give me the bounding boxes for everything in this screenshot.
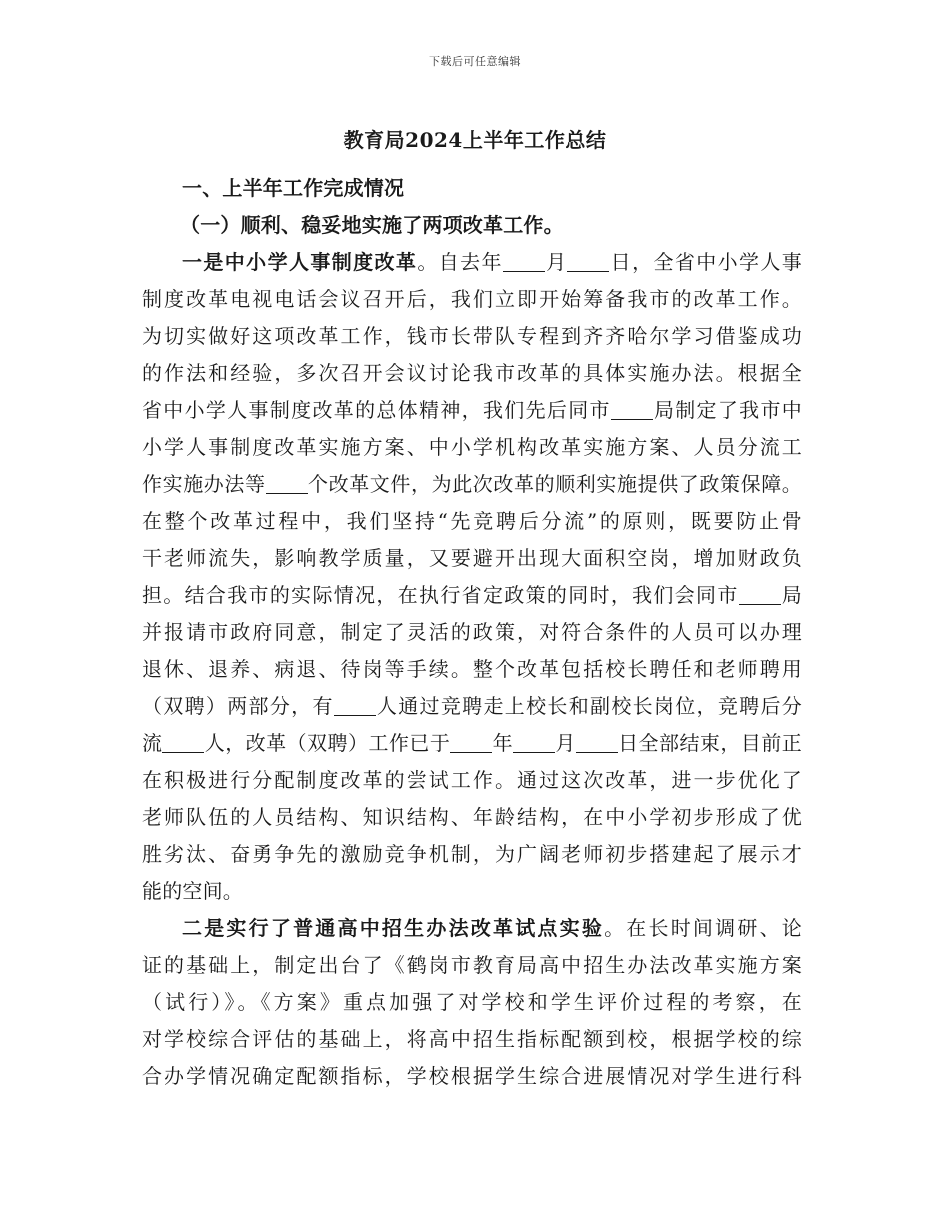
text-line: 制度改革电视电话会议召开后，我们立即开始筹备我市的改革工作。 [142, 287, 802, 311]
text-line: （试行）》。《方案》重点加强了对学校和学生评价过程的考察，在 [142, 990, 802, 1014]
text-line: 流 人，改革（双聘）工作已于 年 月 日全部结束，目前正 [142, 731, 802, 755]
fill-blank [611, 397, 653, 420]
text-line: 能的空间。 [142, 879, 243, 903]
fill-blank [739, 582, 781, 605]
text-line: 一是中小学人事制度改革。自去年 月 日，全省中小学人事 [182, 250, 803, 274]
document-title: 教育局2024上半年工作总结 [343, 128, 607, 152]
subsection-heading: （一）顺利、稳妥地实施了两项改革工作。 [180, 213, 564, 237]
paragraph-personnel-reform [142, 244, 802, 910]
fill-blank [576, 730, 618, 753]
text-line: 的作法和经验，多次召开会议讨论我市改革的具体实施办法。根据全 [142, 361, 802, 385]
text-line: 省中小学人事制度改革的总体精神，我们先后同市 局制定了我市中 [142, 398, 802, 422]
text-line: 干老师流失，影响教学质量，又要避开出现大面积空岗，增加财政负 [142, 546, 802, 570]
lead-phrase: 二是实行了普通高中招生办法改革试点实验 [182, 916, 605, 940]
paragraph-enrollment-reform [142, 910, 802, 1095]
lead-phrase: 一是中小学人事制度改革 [182, 250, 418, 274]
fill-blank [334, 693, 376, 716]
text-line: 退休、退养、病退、待岗等手续。整个改革包括校长聘任和老师聘用 [142, 657, 802, 681]
header-note: 下载后可任意编辑 [429, 55, 521, 68]
text-line: 老师队伍的人员结构、知识结构、年龄结构，在中小学初步形成了优 [142, 805, 802, 829]
text-line: 对学校综合评估的基础上，将高中招生指标配额到校，根据学校的综 [142, 1027, 802, 1051]
fill-blank [450, 730, 492, 753]
section-heading: 一、上半年工作完成情况 [182, 176, 405, 200]
text-line: 在整个改革过程中，我们坚持“先竞聘后分流”的原则，既要防止骨 [142, 509, 802, 533]
text-line: 在积极进行分配制度改革的尝试工作。通过这次改革，进一步优化了 [142, 768, 802, 792]
fill-blank [162, 730, 204, 753]
text-line: 为切实做好这项改革工作，钱市长带队专程到齐齐哈尔学习借鉴成功 [142, 324, 802, 348]
text-line: 证的基础上，制定出台了《鹤岗市教育局高中招生办法改革实施方案 [142, 953, 802, 977]
text-line: 小学人事制度改革实施方案、中小学机构改革实施方案、人员分流工 [142, 435, 802, 459]
text-line: 作实施办法等 个改革文件，为此次改革的顺利实施提供了政策保障。 [142, 472, 802, 496]
fill-blank [266, 471, 308, 494]
text-line: 并报请市政府同意，制定了灵活的政策，对符合条件的人员可以办理 [142, 620, 802, 644]
fill-blank [567, 249, 609, 272]
text-line: 担。结合我市的实际情况，在执行省定政策的同时，我们会同市 局 [142, 583, 802, 607]
fill-blank [513, 730, 555, 753]
document-body [142, 170, 802, 1095]
text-line: 胜劣汰、奋勇争先的激励竞争机制，为广阔老师初步搭建起了展示才 [142, 842, 802, 866]
text-line: （双聘）两部分，有 人通过竞聘走上校长和副校长岗位，竞聘后分 [142, 694, 802, 718]
text-line: 二是实行了普通高中招生办法改革试点实验。在长时间调研、论 [182, 916, 802, 940]
fill-blank [503, 249, 545, 272]
text-line: 合办学情况确定配额指标，学校根据学生综合进展情况对学生进行科 [142, 1064, 802, 1088]
